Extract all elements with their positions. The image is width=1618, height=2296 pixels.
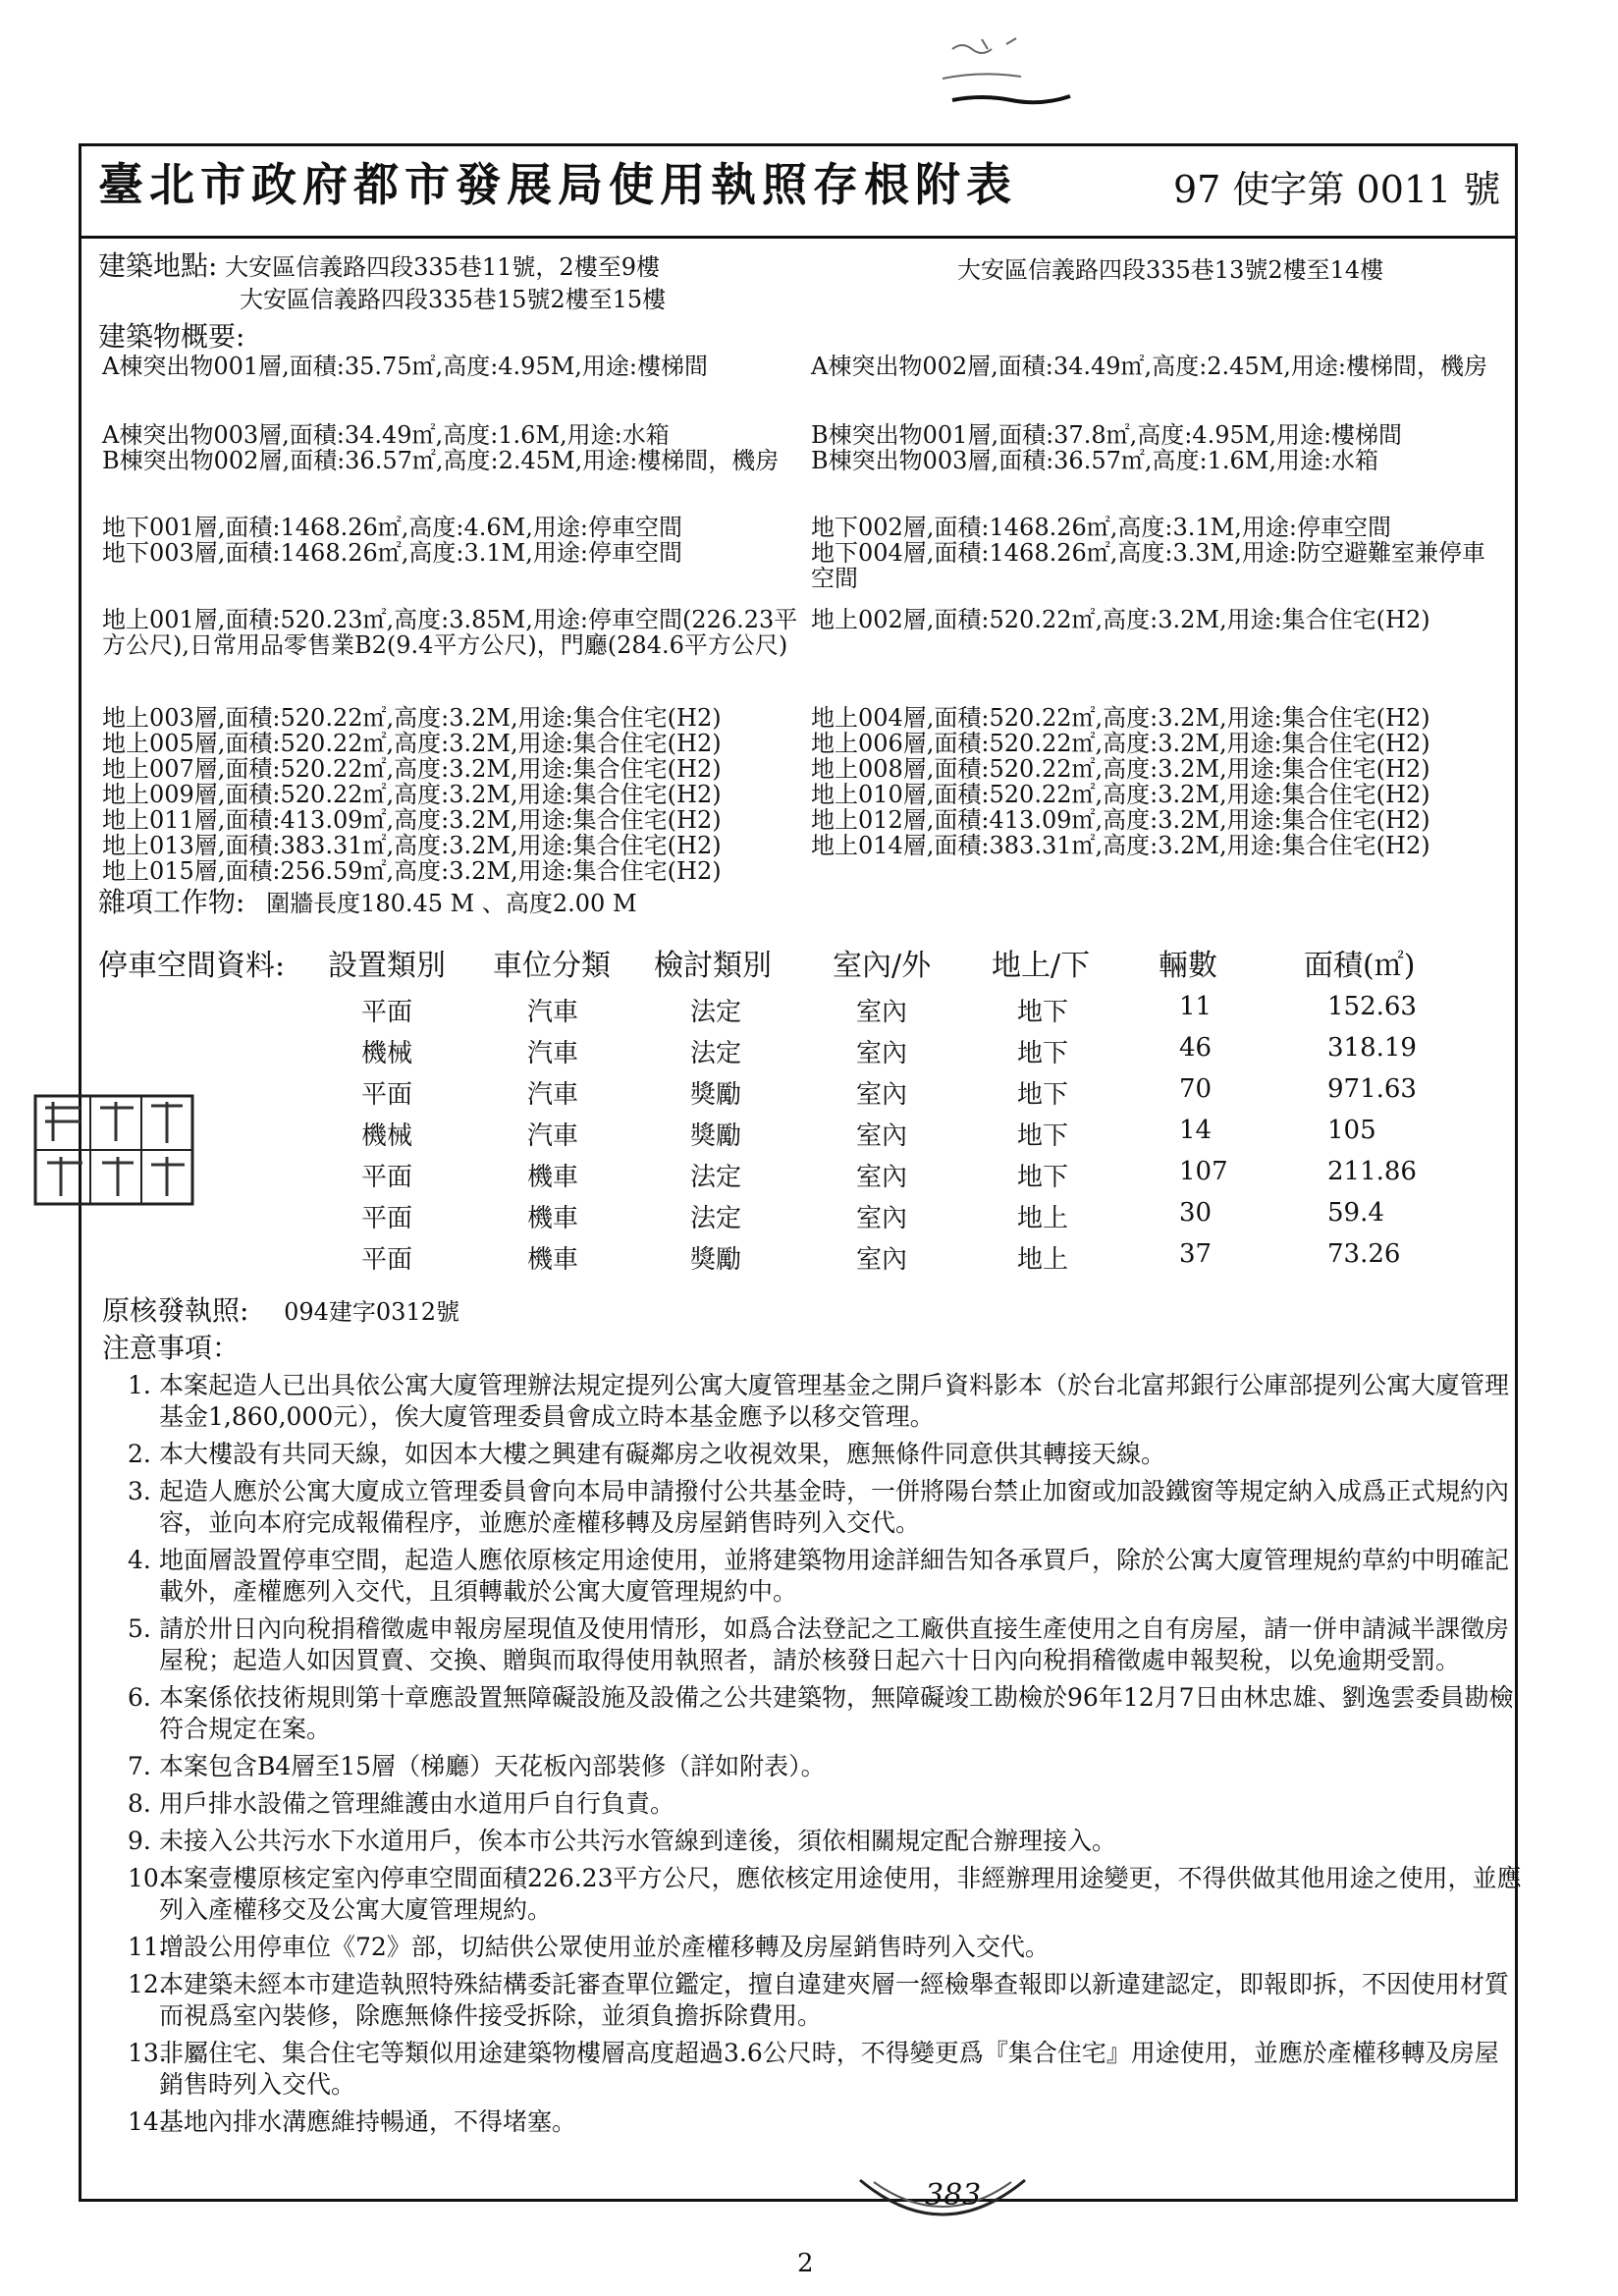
note-item	[128, 1370, 1522, 1433]
parking-cell: 室內	[856, 1163, 908, 1192]
note-item	[128, 1863, 1522, 1926]
summary-left-8: 地上007層,面積:520.22㎡,高度:3.2M,用途:集合住宅(H2)	[102, 755, 722, 783]
note-item	[128, 1751, 1522, 1782]
note-text: 起造人應於公寓大廈成立管理委員會向本局申請撥付公共基金時，一併將陽台禁止加窗或加設鐵窗等規定納入成爲正式規約內容，並向本府完成報備程序，並應於產權移轉及房屋銷售時列入交代。	[159, 1477, 1510, 1537]
parking-cell: 地下	[1017, 1121, 1069, 1151]
parking-header-level: 地上/下	[992, 949, 1091, 983]
parking-cell: 14	[1179, 1116, 1213, 1145]
parking-cell: 室內	[856, 1080, 908, 1110]
parking-cell: 107	[1179, 1157, 1228, 1186]
parking-cell: 機車	[527, 1245, 579, 1275]
note-text: 基地內排水溝應維持暢通，不得堵塞。	[159, 2107, 577, 2136]
parking-cell: 法定	[690, 998, 742, 1027]
parking-header-indoor: 室內/外	[833, 949, 932, 983]
parking-cell: 59.4	[1327, 1198, 1384, 1228]
parking-cell: 汽車	[527, 1080, 579, 1110]
parking-cell: 獎勵	[690, 1245, 742, 1275]
summary-left-3: 地下001層,面積:1468.26㎡,高度:4.6M,用途:停車空間	[102, 514, 682, 541]
note-number: 8.	[128, 1789, 151, 1818]
original-license-label: 原核發執照:	[102, 1294, 249, 1327]
note-item	[128, 1932, 1522, 1963]
parking-header-vehicle: 車位分類	[493, 949, 611, 983]
site-row-1	[98, 249, 660, 282]
summary-right-2: B棟突出物003層,面積:36.57㎡,高度:1.6M,用途:水箱	[811, 447, 1379, 474]
notes-label: 注意事項：	[102, 1332, 241, 1364]
parking-cell: 地下	[1017, 1039, 1069, 1068]
note-text: 未接入公共污水下水道用戶，俟本市公共污水管線到達後，須依相關規定配合辦理接入。	[159, 1827, 1117, 1855]
parking-cell: 平面	[361, 1080, 413, 1110]
parking-cell: 11	[1179, 992, 1213, 1021]
parking-cell: 法定	[690, 1039, 742, 1068]
summary-left-12: 地上015層,面積:256.59㎡,高度:3.2M,用途:集合住宅(H2)	[102, 857, 722, 885]
note-item	[128, 1969, 1522, 2032]
parking-cell: 地下	[1017, 1163, 1069, 1192]
note-number: 4.	[128, 1546, 151, 1574]
site-address-2: 大安區信義路四段335巷13號2樓至14樓	[957, 256, 1384, 284]
note-number: 12.	[128, 1970, 167, 1998]
summary-right-4: 地下004層,面積:1468.26㎡,高度:3.3M,用途:防空避難室兼停車空間	[811, 539, 1485, 592]
note-text: 非屬住宅、集合住宅等類似用途建築物樓層高度超過3.6公尺時，不得變更爲『集合住宅』用途使用，並應於產權移轉及房屋銷售時列入交代。	[159, 2039, 1499, 2099]
note-number: 11.	[128, 1933, 167, 1961]
parking-header-count: 輛數	[1159, 949, 1217, 983]
parking-cell: 211.86	[1327, 1157, 1417, 1186]
summary-left-7: 地上005層,面積:520.22㎡,高度:3.2M,用途:集合住宅(H2)	[102, 730, 722, 757]
parking-cell: 室內	[856, 1204, 908, 1233]
parking-cell: 平面	[361, 1204, 413, 1233]
note-item	[128, 1545, 1522, 1608]
note-number: 13.	[128, 2039, 167, 2067]
note-number: 1.	[128, 1371, 151, 1399]
parking-cell: 室內	[856, 998, 908, 1027]
parking-cell: 室內	[856, 1039, 908, 1068]
parking-cell: 汽車	[527, 998, 579, 1027]
parking-header-review: 檢討類別	[654, 949, 772, 983]
site-label: 建築地點:	[98, 249, 218, 282]
note-item	[128, 2106, 1522, 2138]
parking-cell: 地下	[1017, 998, 1069, 1027]
summary-left-10: 地上011層,面積:413.09㎡,高度:3.2M,用途:集合住宅(H2)	[102, 806, 722, 834]
parking-cell: 70	[1179, 1074, 1213, 1104]
notes-list	[128, 1370, 1522, 2144]
parking-cell: 機械	[361, 1121, 413, 1151]
summary-right-11: 地上014層,面積:383.31㎡,高度:3.2M,用途:集合住宅(H2)	[811, 832, 1430, 859]
summary-left-5: 地上001層,面積:520.23㎡,高度:3.85M,用途:停車空間(226.23平方公尺),日常用品零售業B2(9.4平方公尺)，門廳(284.6平方公尺)	[102, 606, 798, 659]
note-text: 本建築未經本市建造執照特殊結構委託審查單位鑑定，擅自違建夾層一經檢舉查報即以新違建認定，即報即拆，不因使用材質而視爲室內裝修，除應無條件接受拆除，並須負擔拆除費用。	[159, 1970, 1510, 2030]
parking-label: 停車空間資料:	[98, 949, 286, 983]
note-text: 本案壹樓原核定室內停車空間面積226.23平方公尺，應依核定用途使用，非經辦理用途變更，不得供做其他用途之使用，並應列入產權移交及公寓大廈管理規約。	[159, 1864, 1522, 1924]
misc-row	[98, 886, 637, 918]
note-item	[128, 1826, 1522, 1857]
parking-cell: 汽車	[527, 1039, 579, 1068]
note-number: 3.	[128, 1477, 151, 1505]
parking-cell: 獎勵	[690, 1121, 742, 1151]
summary-right-8: 地上008層,面積:520.22㎡,高度:3.2M,用途:集合住宅(H2)	[811, 755, 1430, 783]
misc-value: 圍牆長度180.45 M 、高度2.00 M	[266, 890, 637, 917]
summary-right-0: A棟突出物002層,面積:34.49㎡,高度:2.45M,用途:樓梯間，機房	[811, 353, 1488, 380]
parking-cell: 機車	[527, 1163, 579, 1192]
summary-right-10: 地上012層,面積:413.09㎡,高度:3.2M,用途:集合住宅(H2)	[811, 806, 1430, 834]
parking-cell: 地上	[1017, 1204, 1069, 1233]
header-divider	[79, 236, 1515, 239]
parking-cell: 46	[1179, 1033, 1213, 1063]
summary-right-7: 地上006層,面積:520.22㎡,高度:3.2M,用途:集合住宅(H2)	[811, 730, 1430, 757]
original-license-row	[102, 1294, 459, 1327]
misc-label: 雜項工作物:	[98, 886, 245, 918]
summary-left-9: 地上009層,面積:520.22㎡,高度:3.2M,用途:集合住宅(H2)	[102, 781, 722, 808]
parking-cell: 地下	[1017, 1080, 1069, 1110]
parking-cell: 地上	[1017, 1245, 1069, 1275]
note-item	[128, 1682, 1522, 1745]
document-title: 臺北市政府都市發展局使用執照存根附表	[98, 158, 1017, 211]
parking-cell: 法定	[690, 1204, 742, 1233]
parking-cell: 37	[1179, 1239, 1213, 1269]
parking-cell: 汽車	[527, 1121, 579, 1151]
summary-left-4: 地下003層,面積:1468.26㎡,高度:3.1M,用途:停車空間	[102, 539, 682, 567]
parking-cell: 獎勵	[690, 1080, 742, 1110]
parking-header-area: 面積(㎡)	[1304, 949, 1416, 983]
note-text: 增設公用停車位《72》部，切結供公眾使用並於產權移轉及房屋銷售時列入交代。	[159, 1933, 1050, 1961]
note-number: 5.	[128, 1614, 151, 1643]
summary-right-6: 地上004層,面積:520.22㎡,高度:3.2M,用途:集合住宅(H2)	[811, 704, 1430, 732]
note-text: 地面層設置停車空間，起造人應依原核定用途使用，並將建築物用途詳細告知各承買戶，除於公寓大廈管理規約草約中明確記載外，產權應列入交代，且須轉載於公寓大廈管理規約中。	[159, 1546, 1510, 1606]
note-number: 7.	[128, 1752, 151, 1780]
note-item	[128, 1613, 1522, 1676]
summary-left-6: 地上003層,面積:520.22㎡,高度:3.2M,用途:集合住宅(H2)	[102, 704, 722, 732]
official-stamp-graphic	[31, 1092, 196, 1208]
parking-cell: 30	[1179, 1198, 1213, 1228]
site-address-1: 大安區信義路四段335巷11號，2樓至9樓	[225, 253, 660, 281]
original-license-value: 094建字0312號	[284, 1298, 459, 1326]
parking-cell: 機械	[361, 1039, 413, 1068]
parking-cell: 318.19	[1327, 1033, 1417, 1063]
summary-left-0: A棟突出物001層,面積:35.75㎡,高度:4.95M,用途:樓梯間	[102, 353, 709, 380]
parking-cell: 平面	[361, 1245, 413, 1275]
note-number: 2.	[128, 1440, 151, 1468]
page-number: 2	[797, 2249, 814, 2278]
parking-cell: 機車	[527, 1204, 579, 1233]
note-text: 本案起造人已出具依公寓大廈管理辦法規定提列公寓大廈管理基金之開戶資料影本（於台北富邦銀行公庫部提列公寓大廈管理基金1,860,000元），俟大廈管理委員會成立時本基金應予以移交管理。	[159, 1371, 1510, 1431]
note-number: 10.	[128, 1864, 167, 1892]
summary-right-3: 地下002層,面積:1468.26㎡,高度:3.1M,用途:停車空間	[811, 514, 1391, 541]
parking-cell: 室內	[856, 1245, 908, 1275]
note-text: 本大樓設有共同天線，如因本大樓之興建有礙鄰房之收視效果，應無條件同意供其轉接天線。	[159, 1440, 1166, 1468]
summary-right-1: B棟突出物001層,面積:37.8㎡,高度:4.95M,用途:樓梯間	[811, 421, 1403, 449]
note-number: 9.	[128, 1827, 151, 1855]
note-item	[128, 2038, 1522, 2101]
summary-right-5: 地上002層,面積:520.22㎡,高度:3.2M,用途:集合住宅(H2)	[811, 606, 1430, 633]
seal-number: 383	[925, 2178, 982, 2213]
site-address-3: 大安區信義路四段335巷15號2樓至15樓	[240, 286, 667, 313]
summary-left-11: 地上013層,面積:383.31㎡,高度:3.2M,用途:集合住宅(H2)	[102, 832, 722, 859]
note-item	[128, 1476, 1522, 1539]
note-text: 本案係依技術規則第十章應設置無障礙設施及設備之公共建築物，無障礙竣工勘檢於96年12月7日由林忠雄、劉逸雲委員勘檢符合規定在案。	[159, 1683, 1514, 1743]
parking-cell: 73.26	[1327, 1239, 1401, 1269]
note-text: 用戶排水設備之管理維護由水道用戶自行負責。	[159, 1789, 675, 1818]
parking-cell: 室內	[856, 1121, 908, 1151]
note-text: 本案包含B4層至15層（梯廳）天花板內部裝修（詳如附表）。	[159, 1752, 826, 1780]
note-item	[128, 1788, 1522, 1820]
note-number: 14.	[128, 2107, 167, 2136]
summary-label: 建築物概要:	[98, 320, 245, 353]
note-text: 請於卅日內向稅捐稽徵處申報房屋現值及使用情形，如爲合法登記之工廠供直接生產使用之自有房屋，請一併申請減半課徵房屋稅；起造人如因買賣、交換、贈與而取得使用執照者，請於核發日起六十日內向稅捐稽徵處申報契稅，以免逾期受罰。	[159, 1614, 1510, 1674]
summary-right-9: 地上010層,面積:520.22㎡,高度:3.2M,用途:集合住宅(H2)	[811, 781, 1430, 808]
note-item	[128, 1439, 1522, 1470]
summary-left-1: A棟突出物003層,面積:34.49㎡,高度:1.6M,用途:水箱	[102, 421, 670, 449]
parking-cell: 105	[1327, 1116, 1376, 1145]
summary-left-2: B棟突出物002層,面積:36.57㎡,高度:2.45M,用途:樓梯間，機房	[102, 447, 780, 474]
parking-cell: 平面	[361, 1163, 413, 1192]
document-number: 97 使字第 0011 號	[1173, 168, 1501, 211]
parking-header-type: 設置類別	[328, 949, 446, 983]
parking-cell: 法定	[690, 1163, 742, 1192]
note-number: 6.	[128, 1683, 151, 1712]
parking-cell: 971.63	[1327, 1074, 1417, 1104]
parking-cell: 152.63	[1327, 992, 1417, 1021]
parking-cell: 平面	[361, 998, 413, 1027]
ink-mark-graphic	[913, 20, 1090, 118]
